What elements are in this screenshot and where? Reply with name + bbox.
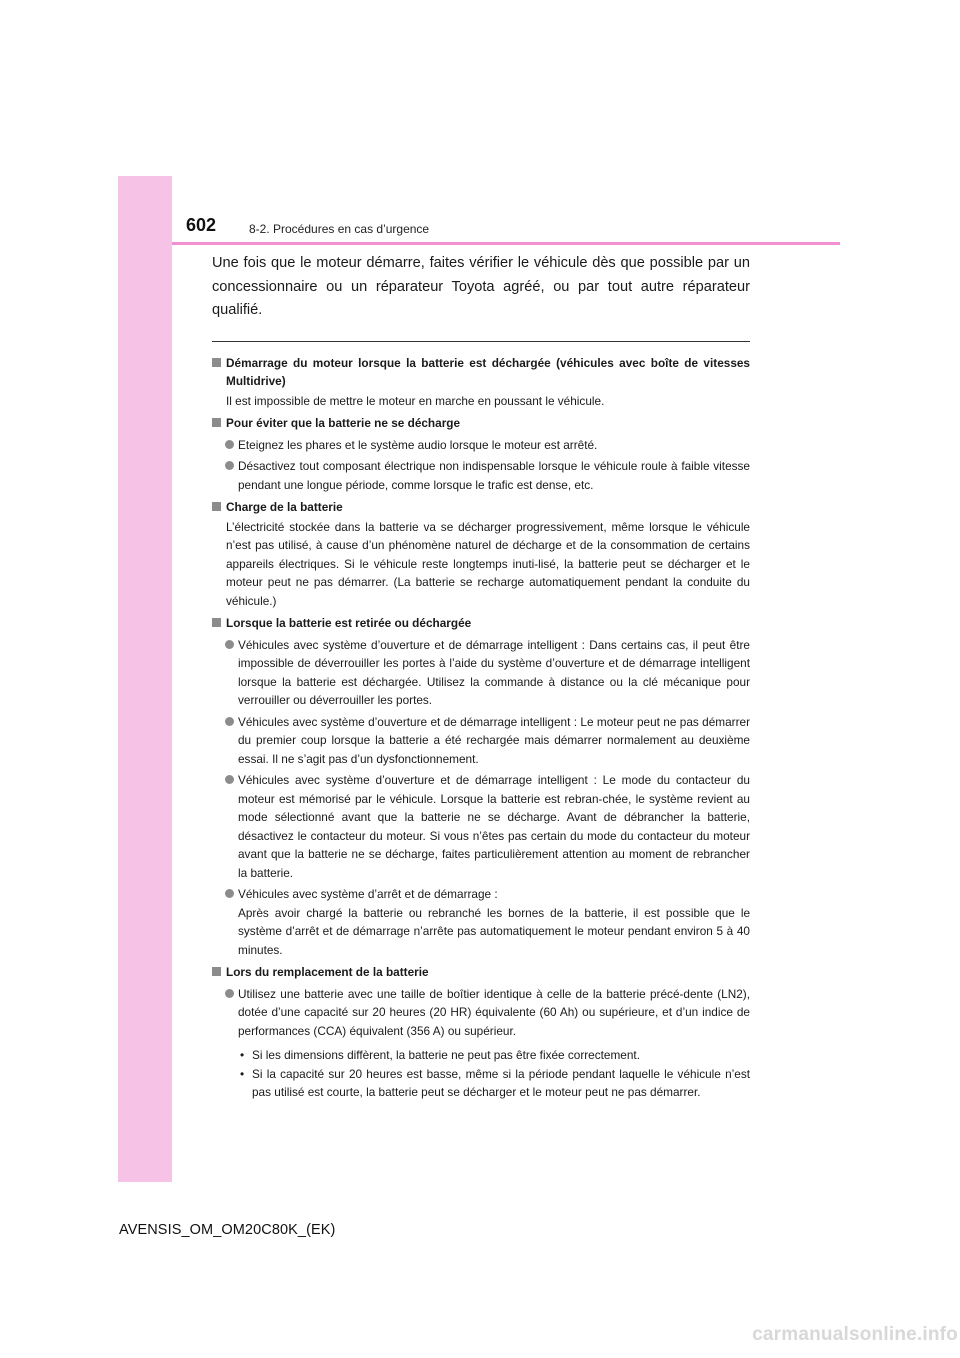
square-bullet-icon	[212, 967, 221, 976]
section-heading	[212, 963, 750, 982]
section-battery-charge	[212, 498, 750, 610]
round-bullet-icon	[225, 461, 234, 470]
section-heading	[212, 414, 750, 433]
list-item	[212, 457, 750, 494]
intro-paragraph: Une fois que le moteur démarre, faites vérifier le véhicule dès que possible par un concessionnaire ou un réparateur Toyota agréé, ou par tout autre réparateur qualifié.	[212, 255, 750, 318]
section-title: 8-2. Procédures en cas d’urgence	[249, 222, 430, 236]
section-prevent-discharge	[212, 414, 750, 494]
section-heading	[212, 354, 750, 391]
subnote-text: Si la capacité sur 20 heures est basse, même si la période pendant laquelle le véhicule n’est pas utilisé est courte, la batterie peut se décharger et le moteur peut ne pas démarrer.	[252, 1066, 750, 1099]
page-content	[212, 252, 750, 1106]
section-heading-text: Pour éviter que la batterie ne se décharge	[226, 416, 461, 430]
section-body: L’électricité stockée dans la batterie va se décharger progressivement, même lorsque le véhicule n’est pas utilisé, à cause d’un phénomène naturel de décharge et de la consommation de certains appareils électriques. Si le véhicule reste longtemps inuti-lisé, la batterie peut se décharger et le moteur peut ne pas démarrer. (La batterie se recharge automatiquement pendant la conduite du véhicule.)	[226, 519, 750, 608]
square-bullet-icon	[212, 502, 221, 511]
list-item-text: Utilisez une batterie avec une taille de boîtier identique à celle de la batterie précé-dente (LN2), dotée d’une capacité sur 20 heures (20 HR) équivalente (60 Ah) ou supérieure, et d’un indice de performances (CCA) équivalent (356 A) ou supérieur.	[238, 986, 750, 1038]
section-heading-text: Lorsque la batterie est retirée ou déchargée	[226, 616, 472, 630]
square-bullet-icon	[212, 418, 221, 427]
header-rule	[172, 242, 840, 245]
section-heading	[212, 498, 750, 517]
section-multidrive-start	[212, 354, 750, 411]
list-item	[212, 636, 750, 710]
subnote-bullet: •	[240, 1066, 245, 1081]
divider	[212, 341, 750, 342]
round-bullet-icon	[225, 989, 234, 998]
subnote-text: Si les dimensions diffèrent, la batterie ne peut pas être fixée correctement.	[252, 1048, 640, 1062]
round-bullet-icon	[225, 440, 234, 449]
watermark: carmanualsonline.info	[752, 1324, 958, 1345]
list-item	[212, 771, 750, 882]
subnote-bullet: •	[240, 1048, 245, 1062]
side-band	[118, 176, 172, 1182]
section-heading-text: Démarrage du moteur lorsque la batterie est déchargée (véhicules avec boîte de vitesses Multidrive)	[226, 355, 750, 388]
page-number: 602	[186, 215, 217, 235]
square-bullet-icon	[212, 358, 221, 367]
round-bullet-icon	[225, 889, 234, 898]
section-heading-text: Lors du remplacement de la batterie	[226, 965, 429, 979]
section-heading-text: Charge de la batterie	[226, 500, 343, 514]
square-bullet-icon	[212, 618, 221, 627]
list-item-text: Véhicules avec système d’arrêt et de démarrage : Après avoir chargé la batterie ou rebranché les bornes de la batterie, il est possible que le système d’arrêt et de démarrage n’arrête pas automatiquement le moteur pendant environ 5 à 40 minutes.	[238, 887, 750, 957]
round-bullet-icon	[225, 775, 234, 784]
round-bullet-icon	[225, 717, 234, 726]
footer-document-code: AVENSIS_OM_OM20C80K_(EK)	[119, 1222, 336, 1238]
section-body: Il est impossible de mettre le moteur en marche en poussant le véhicule.	[226, 393, 605, 408]
subnote-item	[212, 1065, 750, 1102]
list-item	[212, 885, 750, 959]
list-item-text: Véhicules avec système d’ouverture et de démarrage intelligent : Le mode du contacteur du moteur est mémorisé par le véhicule. Lorsque la batterie est rebran-chée, le système revient au mode sélectionné avant que la batterie ne se décharge. Avant de débrancher la batterie, désactivez le contacteur du moteur. Si vous n’êtes pas certain du mode du contacteur du moteur avant que la batterie ne se décharge, faites particulièrement attention au moment de rebrancher la batterie.	[238, 773, 750, 880]
list-item	[212, 985, 750, 1041]
section-battery-removed	[212, 614, 750, 959]
section-battery-replacement	[212, 963, 750, 1102]
section-heading	[212, 614, 750, 633]
subnote-list	[212, 1046, 750, 1102]
list-item-text: Eteignez les phares et le système audio lorsque le moteur est arrêté.	[238, 437, 598, 452]
round-bullet-icon	[225, 640, 234, 649]
list-item	[212, 436, 750, 455]
list-item-text: Véhicules avec système d’ouverture et de démarrage intelligent : Le moteur peut ne pas démarrer du premier coup lorsque la batterie a été rechargée mais démarrer normalement au deuxième essai. Il ne s’agit pas d’un dysfonctionnement.	[238, 714, 750, 766]
list-item-text: Désactivez tout composant électrique non indispensable lorsque le véhicule roule à faible vitesse pendant une longue période, comme lorsque le trafic est dense, etc.	[238, 459, 750, 492]
subnote-item	[212, 1046, 750, 1065]
list-item-text: Véhicules avec système d’ouverture et de démarrage intelligent : Dans certains cas, il peut être impossible de déverrouiller les portes à l’aide du système d’ouverture et de démarrage intelligent lorsque la batterie est déchargée. Utilisez la commande à distance ou la clé mécanique pour verrouiller ou déverrouiller les portes.	[238, 637, 750, 707]
list-item	[212, 713, 750, 769]
